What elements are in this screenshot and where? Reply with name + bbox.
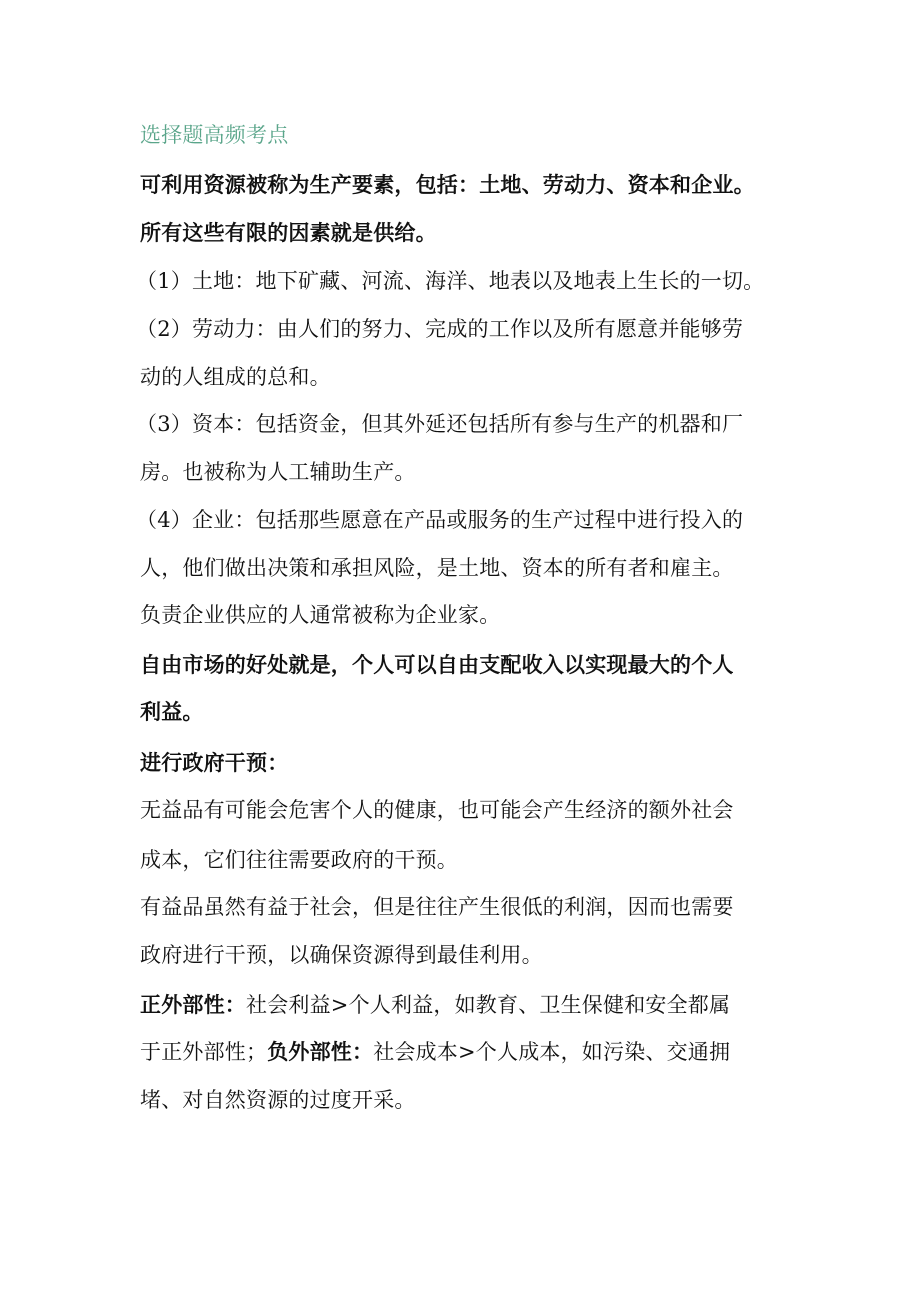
paragraph-line: 所有这些有限的因素就是供给。	[140, 220, 437, 245]
negative-externality-text: 社会成本>个人成本，如污染、交通拥	[373, 1040, 731, 1064]
paragraph-line: 房。也被称为人工辅助生产。	[140, 460, 416, 484]
positive-externality-label: 正外部性：	[140, 992, 246, 1017]
section-title: 选择题高频考点	[140, 123, 289, 147]
paragraph-line: 堵、对自然资源的过度开采。	[140, 1088, 416, 1112]
paragraph-line: 成本，它们往往需要政府的干预。	[140, 848, 458, 872]
positive-externality-text: 社会利益>个人利益，如教育、卫生保健和安全都属	[246, 993, 731, 1017]
paragraph-line: 无益品有可能会危害个人的健康，也可能会产生经济的额外社会	[140, 798, 734, 822]
positive-externality-text: 于正外部性；	[140, 1040, 268, 1064]
paragraph-line: 人，他们做出决策和承担风险，是土地、资本的所有者和雇主。	[140, 556, 734, 580]
paragraph-line: 有益品虽然有益于社会，但是往往产生很低的利润，因而也需要	[140, 895, 734, 919]
paragraph-line: （3）资本：包括资金，但其外延还包括所有参与生产的机器和厂	[136, 412, 744, 436]
paragraph-line	[140, 1039, 730, 1065]
paragraph-line: （1）土地：地下矿藏、河流、海洋、地表以及地表上生长的一切。	[136, 269, 765, 293]
paragraph-line: 政府进行干预，以确保资源得到最佳利用。	[140, 943, 543, 967]
paragraph-line: （2）劳动力：由人们的努力、完成的工作以及所有愿意并能够劳	[136, 317, 744, 341]
paragraph-line: （4）企业：包括那些愿意在产品或服务的生产过程中进行投入的	[136, 508, 744, 532]
subheading: 进行政府干预：	[140, 750, 289, 775]
paragraph-line: 动的人组成的总和。	[140, 365, 331, 389]
paragraph-line: 自由市场的好处就是，个人可以自由支配收入以实现最大的个人	[140, 652, 734, 677]
paragraph-line	[140, 992, 730, 1018]
paragraph-line: 负责企业供应的人通常被称为企业家。	[140, 603, 501, 627]
paragraph-line: 利益。	[140, 699, 204, 724]
paragraph-line: 可利用资源被称为生产要素，包括：土地、劳动力、资本和企业。	[140, 172, 755, 197]
negative-externality-label: 负外部性：	[267, 1039, 374, 1064]
